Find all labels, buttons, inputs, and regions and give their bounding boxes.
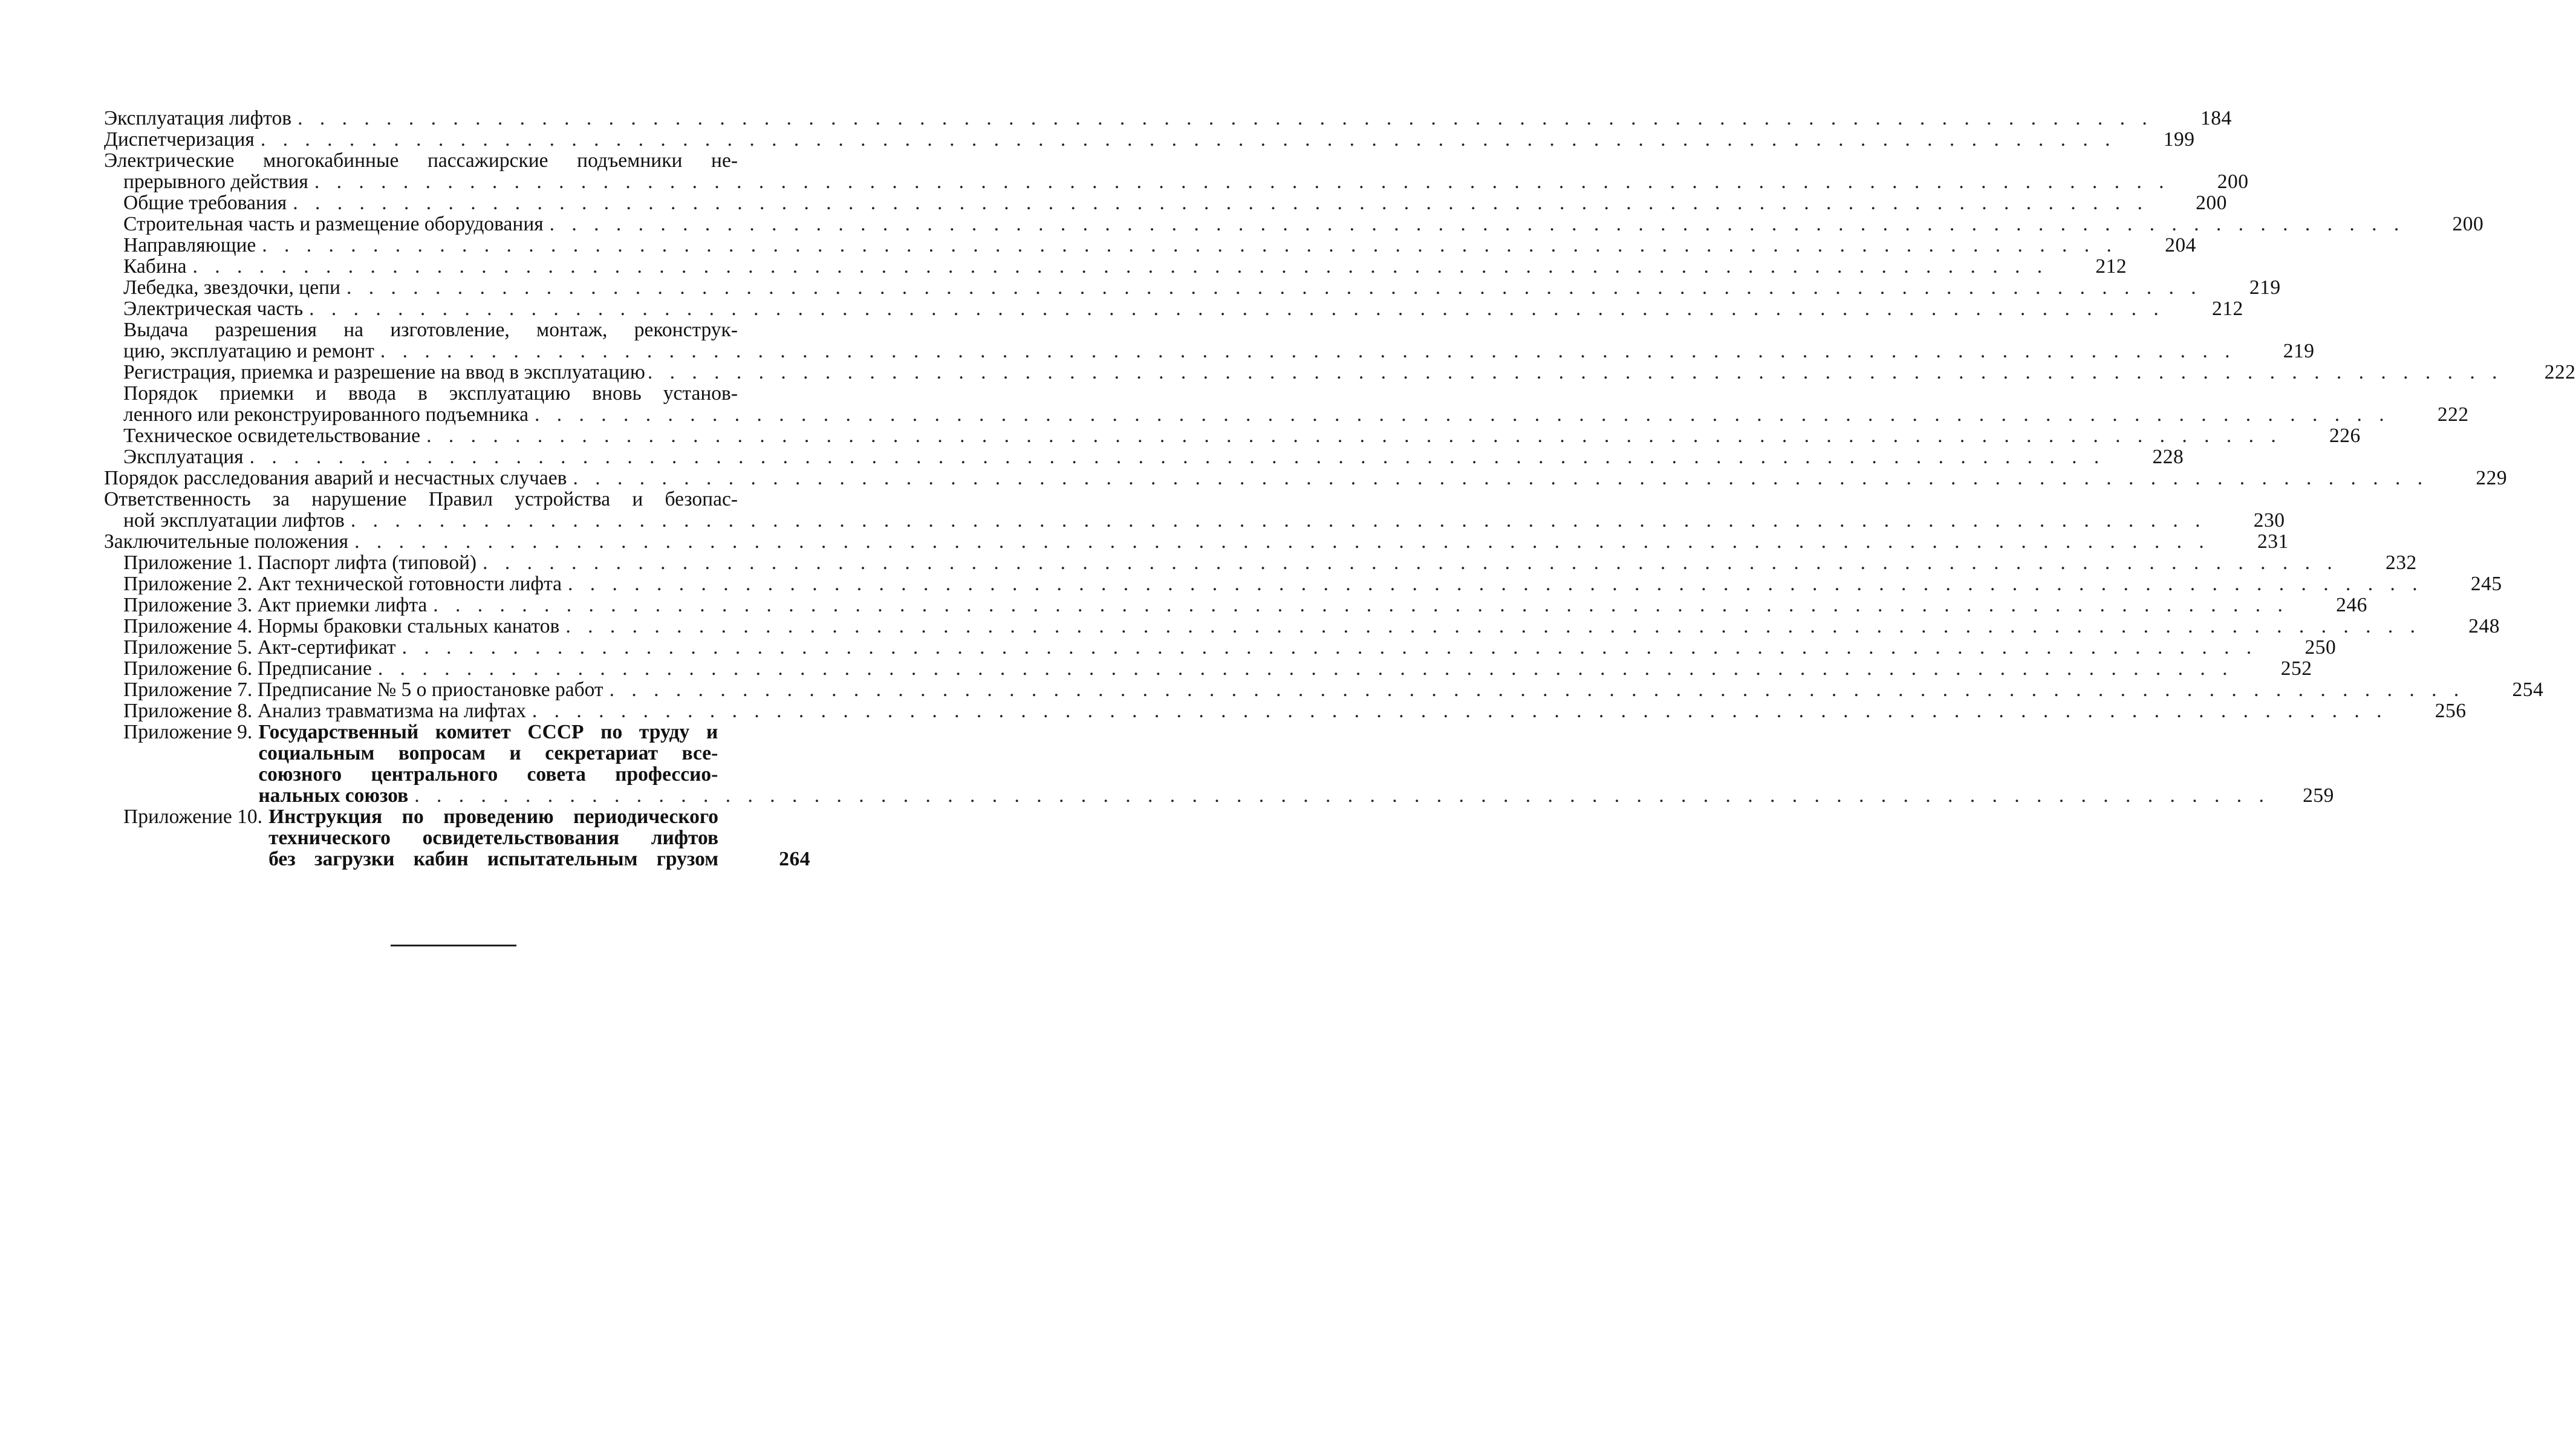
toc-entry-title-line1: Порядок приемки и ввода в эксплуатацию вновь установ-: [123, 382, 738, 405]
appendix-label: Приложение 4.: [123, 615, 253, 637]
toc-entry-title: Направляющие: [123, 234, 256, 256]
toc-entry[interactable]: [104, 255, 2127, 278]
dot-leader: [250, 446, 2106, 467]
toc-entry[interactable]: [104, 446, 2184, 468]
toc-entry-title: Строительная часть и размещение оборудования: [123, 213, 544, 235]
toc-entry[interactable]: [104, 107, 2232, 129]
appendix-label: Приложение 3.: [123, 594, 253, 616]
appendix-label: Приложение 2.: [123, 573, 253, 595]
toc-entry-title: Кабина: [123, 255, 187, 278]
toc-entry-title: Эксплуатация лифтов: [104, 107, 292, 129]
appendix-title: Акт приемки лифта: [257, 594, 428, 616]
toc-entry[interactable]: [104, 361, 2576, 383]
page-number: 219: [2249, 276, 2281, 299]
toc-entry-title-line2: цию, эксплуатацию и ремонт: [123, 340, 374, 362]
appendix-title: Акт технической готовности лифта: [257, 573, 562, 595]
toc-entry-title-line1: Ответственность за нарушение Правил устройства и безопас-: [104, 488, 738, 510]
appendix-title-line1: Государственный комитет СССР по труду и: [258, 721, 718, 743]
appendix-title-line2: социальным вопросам и секретариат все-: [258, 742, 718, 764]
dot-leader: [532, 700, 2388, 721]
appendix-label: Приложение 10.: [123, 806, 263, 828]
appendix-entry[interactable]: [104, 679, 2544, 701]
appendix-title-line3: без загрузки кабин испытательным грузом: [268, 848, 719, 870]
appendix-title-line1: Инструкция по проведению периодического: [268, 806, 719, 828]
page-number: 230: [2253, 509, 2285, 532]
toc-entry-title: Общие требования: [123, 192, 287, 214]
toc-entry[interactable]: [104, 319, 2315, 362]
dot-leader: [535, 404, 2390, 425]
page-number: 222: [2437, 403, 2469, 426]
dot-leader: [648, 362, 2503, 383]
page-number: 231: [2257, 530, 2289, 553]
dot-leader: [402, 637, 2258, 658]
dot-leader: [610, 679, 2465, 700]
dot-leader: [426, 425, 2282, 446]
toc-entry[interactable]: [104, 298, 2243, 320]
appendix-title: Акт-сертификат: [257, 636, 396, 659]
toc-entry-title-line1: Выдача разрешения на изготовление, монтаж, реконструк-: [123, 319, 738, 341]
appendix-title-line2: технического освидетельствования лифтов: [268, 827, 719, 849]
page-number: 199: [2163, 128, 2195, 151]
toc-entry-title: Диспетчеризация: [104, 128, 255, 151]
dot-leader: [262, 235, 2118, 256]
page-number: 212: [2095, 255, 2127, 278]
toc-entry[interactable]: [104, 234, 2196, 256]
page-number: 212: [2212, 298, 2243, 320]
appendix-title-line3: союзного центрального совета профессио-: [258, 763, 718, 786]
dot-leader: [568, 573, 2424, 594]
toc-entry-title: Порядок расследования аварий и несчастных случаев: [104, 467, 567, 489]
toc-entry[interactable]: [104, 149, 2249, 193]
page-number: 204: [2165, 234, 2196, 256]
appendix-label: Приложение 9.: [123, 721, 253, 743]
toc-entry[interactable]: [104, 128, 2195, 151]
toc-entry-title: Техническое освидетельствование: [123, 425, 421, 447]
toc-entry[interactable]: [104, 213, 2484, 235]
toc-entry-title: Заключительные положения: [104, 530, 349, 553]
toc-entry-title: Лебедка, звездочки, цепи: [123, 276, 340, 299]
dot-leader: [351, 510, 2207, 531]
page-number: 264: [779, 848, 810, 870]
page-number: 200: [2217, 171, 2249, 193]
toc-entry[interactable]: [104, 382, 2469, 426]
page-number: 232: [2385, 552, 2417, 574]
dot-leader: [380, 340, 2236, 362]
appendix-entry[interactable]: [104, 636, 2337, 659]
toc-entry[interactable]: [104, 530, 2289, 553]
appendix-entry[interactable]: [104, 721, 2334, 807]
appendix-entry[interactable]: [104, 657, 2312, 680]
page-number: 259: [2303, 784, 2334, 807]
page-number: 200: [2196, 192, 2227, 214]
page-number: 200: [2452, 213, 2484, 235]
appendix-label: Приложение 6.: [123, 657, 253, 680]
dot-leader: [298, 108, 2153, 129]
appendix-title-line4: нальных союзов: [258, 784, 409, 807]
appendix-label: Приложение 7.: [123, 679, 253, 701]
page-number: 252: [2280, 657, 2312, 680]
appendix-title: Предписание № 5 о приостановке работ: [257, 679, 603, 701]
dot-leader: [573, 467, 2428, 489]
page-number: 228: [2152, 446, 2184, 468]
toc-entry-title-line2: прерывного действия: [123, 171, 308, 193]
appendix-title: Паспорт лифта (типовой): [257, 552, 477, 574]
toc-entry[interactable]: [104, 276, 2281, 299]
toc-entry-title-line2: ленного или реконструированного подъемника: [123, 403, 529, 426]
dot-leader: [293, 192, 2148, 213]
appendix-label: Приложение 1.: [123, 552, 253, 574]
dot-leader: [433, 594, 2289, 616]
page-number: 256: [2435, 700, 2467, 722]
appendix-title: Предписание: [257, 657, 372, 680]
dot-leader: [314, 171, 2170, 192]
appendix-entry[interactable]: [104, 806, 810, 870]
dot-leader: [261, 129, 2116, 150]
toc-entry-title: Электрическая часть: [123, 298, 304, 320]
dot-leader: [354, 531, 2210, 552]
dot-leader: [550, 213, 2405, 235]
toc-entry[interactable]: [104, 488, 2285, 532]
page-number: 229: [2476, 467, 2508, 489]
page-number: 248: [2468, 615, 2500, 637]
toc-entry[interactable]: [104, 425, 2361, 447]
dot-leader: [309, 298, 2165, 319]
dot-leader: [378, 658, 2234, 679]
appendix-entry[interactable]: [104, 573, 2502, 595]
toc-entry-title: Эксплуатация: [123, 446, 244, 468]
dot-leader: [346, 277, 2202, 298]
appendix-label: Приложение 5.: [123, 636, 253, 659]
page-number: 245: [2470, 573, 2502, 595]
toc-entry-title-line1: Электрические многокабинные пассажирские подъемники не-: [104, 149, 738, 172]
page-number: 219: [2283, 340, 2315, 362]
dot-leader: [193, 256, 2049, 277]
appendix-entry[interactable]: [104, 594, 2367, 616]
appendix-label: Приложение 8.: [123, 700, 253, 722]
section-divider: [391, 945, 516, 946]
table-of-contents: [104, 107, 2576, 870]
page-number: 250: [2304, 636, 2337, 659]
page-number: 254: [2512, 679, 2544, 701]
dot-leader: [414, 785, 2270, 806]
dot-leader: [565, 616, 2421, 637]
toc-entry-title-line2: ной эксплуатации лифтов: [123, 509, 345, 532]
page-number: 222: [2544, 361, 2576, 383]
toc-entry[interactable]: [104, 192, 2227, 214]
dot-leader: [483, 552, 2338, 573]
page-number: 246: [2336, 594, 2367, 616]
appendix-entry[interactable]: [104, 552, 2417, 574]
page-number: 226: [2329, 425, 2361, 447]
toc-entry[interactable]: [104, 467, 2508, 489]
appendix-entry[interactable]: [104, 615, 2500, 637]
appendix-title: Анализ травматизма на лифтах: [257, 700, 526, 722]
appendix-entry[interactable]: [104, 700, 2467, 722]
page-number: 184: [2200, 107, 2232, 129]
appendix-title: Нормы браковки стальных канатов: [257, 615, 560, 637]
toc-entry-title: Регистрация, приемка и разрешение на ввод в эксплуатацию: [123, 361, 645, 383]
